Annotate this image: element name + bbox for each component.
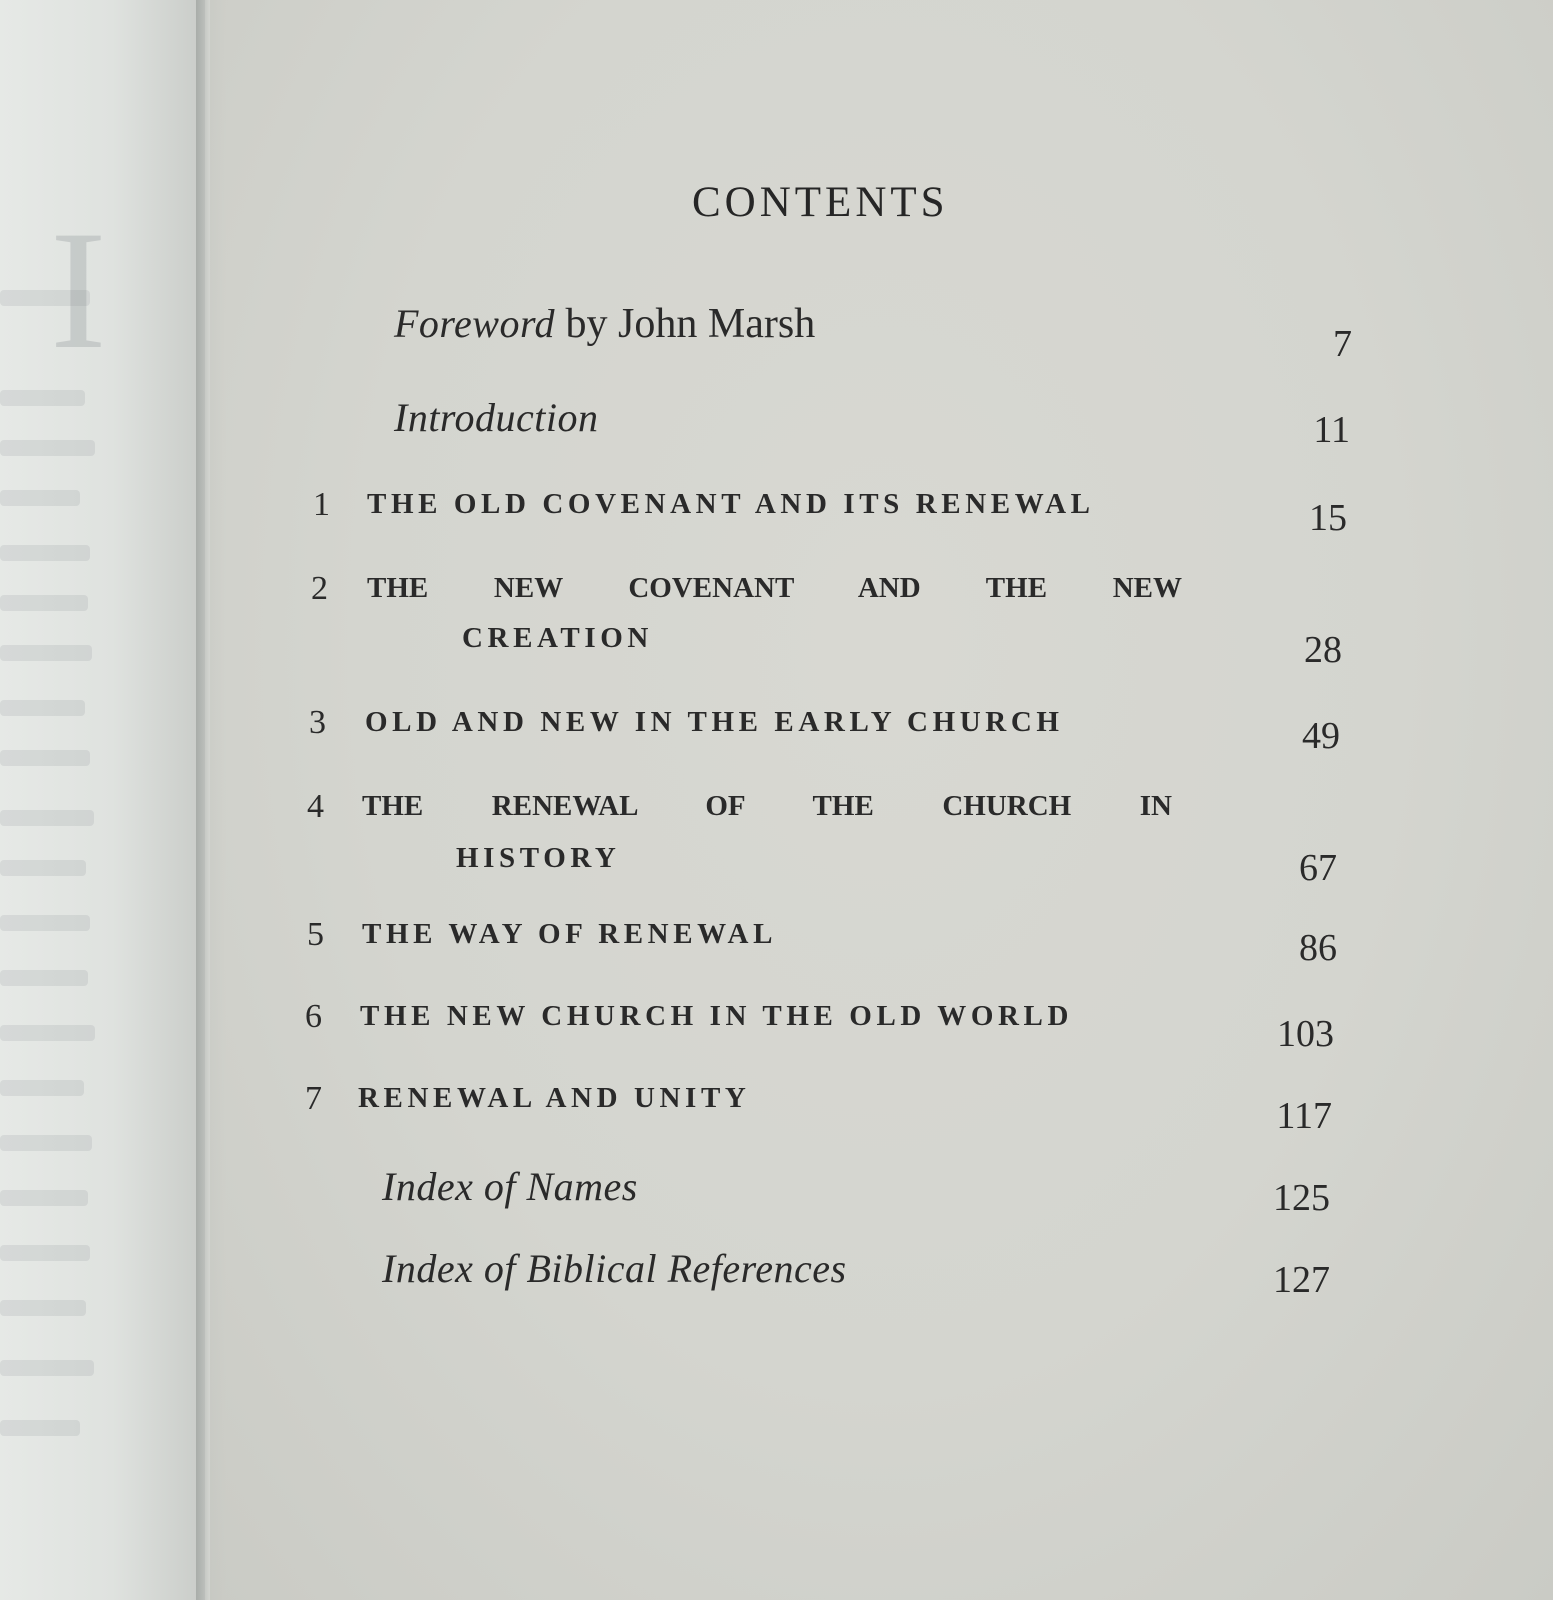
toc-entry-foreword-author: by John Marsh xyxy=(555,301,816,347)
show-through-line xyxy=(0,1135,92,1151)
toc-page-introduction: 11 xyxy=(1313,409,1350,451)
show-through-line xyxy=(0,860,86,876)
show-through-line xyxy=(0,1190,88,1206)
toc-chapter-number: 5 xyxy=(307,916,324,953)
toc-entry-introduction: Introduction xyxy=(394,395,599,440)
toc-page-number: 28 xyxy=(1304,629,1342,671)
toc-chapter-title-line1: THE RENEWAL OF THE CHURCH IN xyxy=(362,790,1172,822)
toc-chapter-number: 2 xyxy=(311,570,328,607)
toc-chapter-number: 1 xyxy=(313,486,330,523)
toc-chapter-title-line1: THE NEW COVENANT AND THE NEW xyxy=(367,572,1182,604)
facing-page xyxy=(0,0,205,1600)
toc-page-number: 86 xyxy=(1299,927,1337,969)
show-through-line xyxy=(0,915,90,931)
show-through-line xyxy=(0,645,92,661)
show-through-line xyxy=(0,390,85,406)
show-through-line xyxy=(0,490,80,506)
toc-chapter-number: 7 xyxy=(305,1080,322,1117)
show-through-line xyxy=(0,1420,80,1436)
show-through-line xyxy=(0,1080,84,1096)
toc-entry-index-names: Index of Names xyxy=(382,1164,638,1209)
toc-page-index-names: 125 xyxy=(1273,1177,1330,1219)
toc-chapter-number: 6 xyxy=(305,998,322,1035)
toc-entry-foreword-italic: Foreword xyxy=(394,301,556,346)
book-gutter xyxy=(196,0,226,1600)
toc-page-number: 103 xyxy=(1277,1013,1334,1055)
show-through-line xyxy=(0,810,94,826)
toc-page-foreword: 7 xyxy=(1333,323,1352,365)
toc-page-index-biblical: 127 xyxy=(1273,1259,1330,1301)
toc-entry-index-biblical: Index of Biblical References xyxy=(382,1246,847,1291)
toc-chapter-number: 3 xyxy=(309,704,326,741)
show-through-line xyxy=(0,1360,94,1376)
toc-entry-foreword xyxy=(394,300,815,348)
show-through-line xyxy=(0,1300,86,1316)
toc-chapter-number: 4 xyxy=(307,788,324,825)
toc-page-number: 15 xyxy=(1309,497,1347,539)
toc-page-number: 49 xyxy=(1302,715,1340,757)
show-through-line xyxy=(0,700,85,716)
toc-chapter-title: THE WAY OF RENEWAL xyxy=(362,918,778,950)
toc-chapter-title: THE OLD COVENANT AND ITS RENEWAL xyxy=(367,488,1095,520)
show-through-line xyxy=(0,1025,95,1041)
show-through-line xyxy=(0,595,88,611)
toc-chapter-title: THE NEW CHURCH IN THE OLD WORLD xyxy=(360,1000,1074,1032)
toc-chapter-title-line2: HISTORY xyxy=(456,842,621,874)
show-through-line xyxy=(0,970,88,986)
contents-title: CONTENTS xyxy=(692,179,949,226)
toc-chapter-title-line2: CREATION xyxy=(462,622,653,654)
show-through-line xyxy=(0,440,95,456)
toc-chapter-title: OLD AND NEW IN THE EARLY CHURCH xyxy=(365,706,1064,738)
toc-page-number: 67 xyxy=(1299,847,1337,889)
show-through-line xyxy=(0,750,90,766)
show-through-line xyxy=(0,545,90,561)
facing-page-show-through: I xyxy=(50,196,107,384)
show-through-line xyxy=(0,1245,90,1261)
show-through-line xyxy=(0,290,90,306)
toc-chapter-title: RENEWAL AND UNITY xyxy=(358,1082,751,1114)
toc-page-number: 117 xyxy=(1276,1095,1332,1137)
